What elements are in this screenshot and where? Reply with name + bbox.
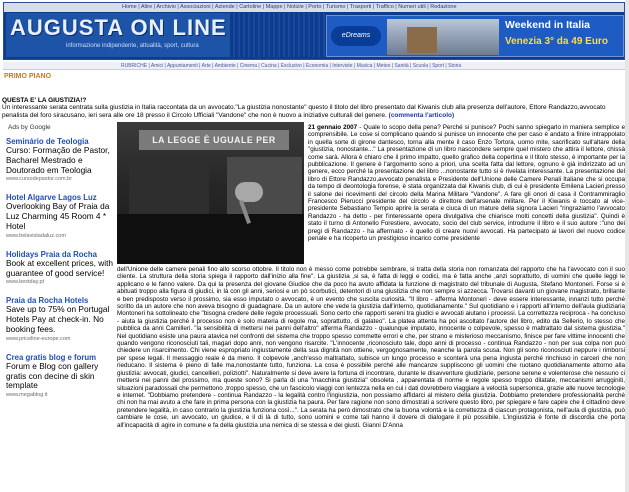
ad-url[interactable]: www.belavistadaluz.com xyxy=(6,232,66,239)
ad-item[interactable] xyxy=(6,193,114,238)
ad-url[interactable]: www.megablog.it xyxy=(6,392,48,399)
venice-photo xyxy=(387,19,499,55)
page-scrollbar[interactable] xyxy=(625,0,629,492)
google-ads-column xyxy=(6,137,114,409)
ad-url[interactable]: www.bestday.pt xyxy=(6,279,45,286)
site-header xyxy=(3,2,625,60)
article-body-right-text: - Quale lo scopo della pena? Perché si punisce? Pochi sanno spiegarlo in maniera semplice e comprensibile. Le cose si complicano quando si punisce un innocente che per caso è andato a finire intrappolato in quella sorte di girone dantesco, torna alla mente il caso Enzo Tortora, uomo mite, sacrificato sull'altare della "giustizia, nonostante..." La presentazione di un libro nascondere sempre quel mistero che attira il lettore, chissà come sarà. Allora è chiaro che il primo impatto, quello grafico della copertina e il titolo stesso, è importante per la pubblicazione. Il genere è l'argomento sono a priori, una scelta fatta dal lettore, ognuno è già indirizzato ad un genere, ecco perché la presentazione del libro ...nonostante tutto si è rivelata interessante. La presentazione del libro di Ettore Randazzo,avvocato penalista e Presidente dell'Unione delle Camere Penali Italiane che si occupa da tempo di deontologia forense, è stata organizzata dal Kiwanis club, di cui è presidente Emilena Lacieri,presso il salone dei ricevimenti del circolo della Marina Militare "Vandone". A fare gli onori di casa il Contrammiraglio Francesco Pierucci presidente del circolo e direttore dell'arsenale militare. Per il Kiwanis è toccato al vice-presidente Sebastiano Tempio aprire la serata e ciuca di un mature della signora Lacieri "ringraziamo l'avvocato Randazzo - ha detto - per l'interessante opera divulgativa che chiarisce molti concetti della giustizia". Quindi è stato il turno di Antonello Forestiere, avvocato, socio del club service, introdurre il libro e il suo autore :"uno dei pregi di Randazzo - ha affermato - è quello di creare nuovi avvocati. Ha partecipato ai lavori del nuovo codice penale e ha ricoperto un prestigioso incarico come presidente xyxy=(308,124,625,243)
ad-url[interactable]: www.cursodepastor.com.br xyxy=(6,176,73,183)
ad-item[interactable] xyxy=(6,137,114,182)
ad-item[interactable] xyxy=(6,353,114,398)
article-lead xyxy=(2,104,624,119)
ad-url[interactable]: www.priceline-europe.com xyxy=(6,335,71,342)
site-logo[interactable]: AUGUSTA ON LINE xyxy=(10,15,227,40)
edreams-banner-ad[interactable] xyxy=(326,15,624,57)
sub-navigation[interactable]: RUBRICHE | Amici | Appuntamenti | Arte | Ambiente | Cinema | Cucina | Esclusivo | Economia | Interviste | Musica | Meteo | Sanità | Scuola | Sport | Storia xyxy=(3,62,625,70)
ad-body: Save up to 75% on Portugal Hotels Pay at check-in. No booking fees. xyxy=(6,304,110,334)
site-tagline: informazione indipendente, attualità, sport, cultura xyxy=(66,43,199,49)
ad-item[interactable] xyxy=(6,250,114,286)
article-lead-text: Un interessante serata centrata sulla giustizia in Italia raccontata da un avvocato."La giustizia nonostante" questo il titolo del libro presentato dal Kiwanis club alla presenza dell'autore, Ettore Randazzo,avvocato penalista del foro siracusano, ieri sera alle ore 18 presso il Circolo Ufficiali "Vandone" che non è nuovo a iniziative culturali del genere. xyxy=(2,104,606,119)
article-body-right xyxy=(308,124,625,243)
ad-body: Book at excellent prices, with guarantee of good service! xyxy=(6,257,113,278)
header-decoration xyxy=(230,13,326,57)
ad-body: Curso: Formação de Pastor, Bacharel Mestrado e Doutorado em Teologia xyxy=(6,145,110,175)
ad-body: Forum e Blog con gallery gratis con decine di skin template xyxy=(6,360,99,391)
edreams-logo: eDreams xyxy=(331,26,381,46)
ad-offer: Venezia 3° da 49 Euro xyxy=(505,36,608,47)
section-label: PRIMO PIANO xyxy=(4,73,52,80)
article-title: QUESTA E' LA GIUSTIZIA!? xyxy=(2,97,87,104)
ad-item[interactable] xyxy=(6,296,114,341)
top-navigation[interactable]: Home | Altre | Archivio | Associazioni | Aziende | Cartoline | Mappe | Notizie | Porto | Turismo | Trasporti | Traffico | Numeri utili | Redazione xyxy=(4,3,624,12)
ad-body: Overlooking Bay of Praia da Luz Charming 45 Room 4 * Hotel xyxy=(6,201,110,231)
courtroom-plaque: LA LEGGE È UGUALE PER xyxy=(139,130,289,150)
courtroom-chairs xyxy=(129,167,209,219)
ad-title[interactable]: Seminário de Teologia xyxy=(6,137,89,146)
logo-block[interactable] xyxy=(6,13,230,57)
courtroom-bench xyxy=(117,214,304,264)
ad-title[interactable]: Hotel Algarve Lagos Luz xyxy=(6,193,97,203)
ads-by-google-label[interactable]: Ads by Google xyxy=(8,124,51,131)
article-date: 21 gennaio 2007 xyxy=(308,124,358,131)
microphone-icon xyxy=(235,182,263,202)
article-body-bottom: dell'Unione delle camere penali fino allo scorso ottobre. Il titolo non è messo come potrebbe sembrare, si tratta della storia non romanzata del rapporto che ha l'avvocato con il suo cliente. La struttura della storia spiega il rapporto dall'inizio alla fine". La giustizia ,si sa, è fatta di leggi e codici, ma è fatta anche ,anzi soprattutto, di uomini che quelle leggi le applicano e le fanno valere. Da qui la presenza del giovane Giudice che da poco ha avuto affidata la funzione di magistrato del tribunale di Augusta, Stefano Montoneri. Forse si è abituati troppo alla figura di giudici, in là con gli anni, seriosi e un pò scorbutici, detentori di una giustizia che non sempre si azzecca. Trovarsi davanti un giovane magistrato, brillante e ben predisposto verso il prossimo, sia esso imputato o avvocato, è un evento che suscita curiosità. "Il libro - afferma Montoneri - deve essere interessante, innanzi tutto perché scritto da un autore che non aveva bisogno di guadagnare. Da un autore che vede la giustizia dall'interno, quotidianamente." Sul quotidiano e i rapporti all'interno dell'aula giudiziaria Montoneri ha sottolineato che "bisogna credere delle regole processuali. Sono certo che rapporti sereni tra giudici e avvocati aiutano i processi. La correttezza reciproca - ha concluso - aiuta la giustizia perché il processo non è solo materia di regole ma, soprattutto, di galateo". La platea attenta ha poi ascoltato l'autore del libro, edito da Sellerio, lo stesso che pubblica da anni Camilleri. "la sensibilità di mettersi nei panni dell'altro" afferma Randazzo - qualunque imputato, innocente o colpevole, spesso è maltrattato dal sistema giustizia." Nel quotidiano esiste una paura atavica nel confronti del sistema che troppo spesso commette errori e che, per strano e misterioso meccanismo, finisce per fare vittime innocenti che quando vengono riconosciuti tali, magari dopo anni, non vengono risarcite. "L'innocente ,riconosciuto tale, dopo anni di processo - continua Randazzo - non per sua colpa non può chiedere un risarcimento. Chi viene espropriato ingiustamente della sua dignità non ottiene, vergognosamente, neanche la parola scusa. Non gli sono riconosciuti neppure i rimborsi per spese legali. Il messaggio reale è da meno. Il colpevole ,anch'esso maltrattato, subisce un lungo processo e sconterà una pena ingiusta perché rinchiuso in carceri che non rieducano. Il sistema è pieno di falle ma,nonostante tutto, funziona. La cosa è possibile perché alle mancanze suppliscono gli uomini che ruotano quotidianamente attorno alla giustizia: avvocati, giudici, cancellieri, poliziotti". Naturalmente si deve avere la fortuna di incontrare, durante le disavventure giudiziarie, persone serene e volenterose che nessuno ci mettersi nei panni del prossimo, ma queste sono? Si parla di una "macchina giustizia" obsoleta , apparentata di norme e regole spesso troppo dilatate, meccanismi arrugginiti, situazioni paradossali che permettono ,troppo spesso, che un fascicolo viaggi con lentezza nella en cui i dati dovrebbero viaggiare a velocità supersonica, grazie alle nuove tecnologie e internet. "Dobbiamo pretendere - continua Randazzo - la legalità contro l'ingiustizia, non possiamo affidarci al mistero della giustizia. Dobbiamo pretendere professionalità perché chi non ha mai avuto a che fare in prima persona con la giustizia ha paura. Per fare ragione non sono dimostrati a scrivere questo libro, per spiegare e fare capire che il cittadino deve pretendere legalità, in caso contrario la giustizia funziona così...". La serata ha però dimostrato che la buona volontà e la correttezza di ciascun protagonista, nell'aula di giustizia, può cambiare le cose, un avvocato, un giudice, e il di là di tutto, sono uomini e come tali hanno il dovere di dialogare il più possibile. L'ingiustizia è fonte di discordia che porta all'incapacità di agire in comune e fa della giustizia una nemica di se stessa e dei giusti. Gianni D'Anna xyxy=(117,266,625,429)
ad-title[interactable]: Holidays Praia da Rocha xyxy=(6,249,97,259)
courtroom-photo xyxy=(117,122,304,264)
ad-headline: Weekend in Italia xyxy=(505,19,590,31)
ad-title[interactable]: Praia da Rocha Hotels xyxy=(6,296,89,306)
ad-title[interactable]: Crea gratis blog e forum xyxy=(6,352,97,362)
comment-article-link[interactable]: (commenta l'articolo) xyxy=(388,111,455,119)
